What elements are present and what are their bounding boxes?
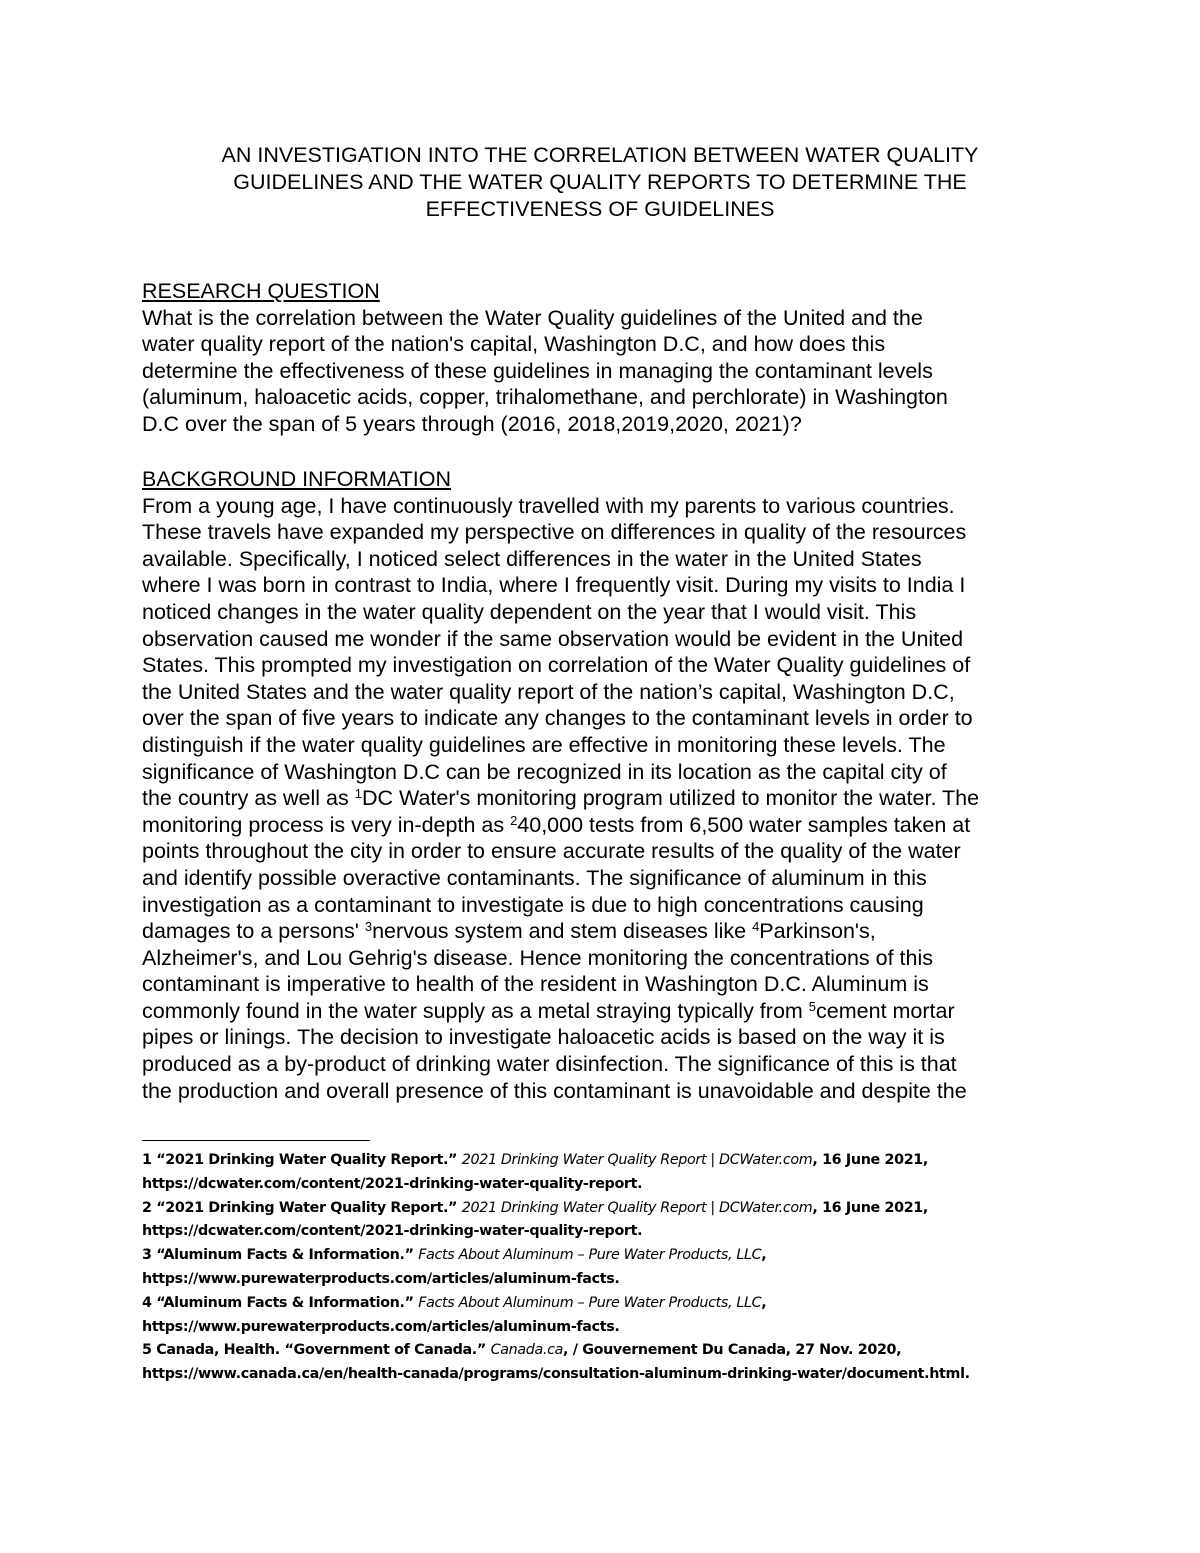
footnote-source: 2021 Drinking Water Quality Report | DCWater.com <box>461 1199 813 1216</box>
text-line: From a young age, I have continuously travelled with my parents to various countries. <box>142 493 955 518</box>
text-line: significance of Washington D.C can be recognized in its location as the capital city of <box>142 759 947 784</box>
text-line: where I was born in contrast to India, where I frequently visit. During my visits to India I <box>142 573 966 598</box>
text-line: contaminant is imperative to health of the resident in Washington D.C. Aluminum is <box>142 972 929 997</box>
footnote-text: , 16 June 2021, <box>812 1199 928 1216</box>
text-line <box>142 812 1082 839</box>
text-line: What is the correlation between the Water Quality guidelines of the United and the <box>142 305 923 330</box>
text-segment: the country as well as <box>142 786 355 811</box>
background-section <box>142 466 1082 1104</box>
text-segment: monitoring process is very in-depth as <box>142 812 511 837</box>
text-segment: damages to a persons' <box>142 919 365 944</box>
footnote-1-url[interactable]: https://dcwater.com/content/2021-drinking-water-quality-report. <box>142 1175 643 1192</box>
footnote-3 <box>142 1244 1082 1268</box>
title-line: EFFECTIVENESS OF GUIDELINES <box>425 197 775 221</box>
research-question-section <box>142 278 1082 438</box>
footnote-text: 5 Canada, Health. “Government of Canada.” <box>142 1342 491 1359</box>
footnote-text: , <box>761 1294 767 1311</box>
background-heading: BACKGROUND INFORMATION <box>142 467 451 491</box>
text-line: water quality report of the nation's capital, Washington D.C, and how does this <box>142 332 886 357</box>
footnote-ref[interactable]: 4 <box>752 919 760 935</box>
footnote-3-url[interactable]: https://www.purewaterproducts.com/articles/aluminum-facts. <box>142 1270 620 1287</box>
footnotes <box>142 1149 1082 1387</box>
text-line: the United States and the water quality report of the nation’s capital, Washington D.C, <box>142 679 955 704</box>
text-line <box>142 998 1082 1025</box>
footnote-ref[interactable]: 1 <box>354 786 362 802</box>
title-line: GUIDELINES AND THE WATER QUALITY REPORTS TO DETERMINE THE <box>233 170 967 194</box>
title-line: AN INVESTIGATION INTO THE CORRELATION BETWEEN WATER QUALITY <box>221 143 979 167</box>
text-line: D.C over the span of 5 years through (2016, 2018,2019,2020, 2021)? <box>142 411 802 436</box>
footnote-2 <box>142 1197 1082 1221</box>
research-question-heading: RESEARCH QUESTION <box>142 279 380 303</box>
text-segment: 40,000 tests from 6,500 water samples taken at <box>517 812 971 837</box>
text-line: available. Specifically, I noticed select differences in the water in the United States <box>142 546 922 571</box>
research-question-text <box>142 305 1082 438</box>
footnote-5 <box>142 1339 1082 1363</box>
footnote-text: 4 “Aluminum Facts & Information.” <box>142 1294 419 1311</box>
footnote-ref[interactable]: 2 <box>510 812 518 828</box>
text-line <box>142 918 1082 945</box>
text-line: and identify possible overactive contaminants. The significance of aluminum in this <box>142 865 927 890</box>
text-line: determine the effectiveness of these guidelines in managing the contaminant levels <box>142 358 933 383</box>
footnote-source: Facts About Aluminum – Pure Water Products, LLC <box>418 1247 762 1264</box>
text-segment: cement mortar <box>816 998 955 1023</box>
footnote-text: , / Gouvernement Du Canada, 27 Nov. 2020, <box>563 1342 902 1359</box>
footnote-text: , 16 June 2021, <box>812 1152 928 1168</box>
text-segment: Parkinson's, <box>759 919 876 944</box>
footnote-5-url[interactable]: https://www.canada.ca/en/health-canada/programs/consultation-aluminum-drinking-water/document.html. <box>142 1366 970 1383</box>
footnote-ref[interactable]: 3 <box>364 919 373 935</box>
footnote-source: Canada.ca <box>490 1342 563 1359</box>
footnote-2-url[interactable]: https://dcwater.com/content/2021-drinking-water-quality-report. <box>142 1223 643 1240</box>
footnote-text: 1 “2021 Drinking Water Quality Report.” <box>142 1152 462 1168</box>
text-line: States. This prompted my investigation on correlation of the Water Quality guidelines of <box>142 653 971 678</box>
text-line <box>142 785 1082 812</box>
footnote-text: 3 “Aluminum Facts & Information.” <box>142 1247 419 1264</box>
footnote-1 <box>142 1149 1082 1173</box>
document-title <box>140 142 1060 223</box>
footnote-text: 2 “2021 Drinking Water Quality Report.” <box>142 1199 462 1216</box>
text-line: Alzheimer's, and Lou Gehrig's disease. Hence monitoring the concentrations of this <box>142 945 933 970</box>
text-line: observation caused me wonder if the same observation would be evident in the United <box>142 626 964 651</box>
footnote-4 <box>142 1292 1082 1316</box>
text-line: pipes or linings. The decision to investigate haloacetic acids is based on the way it is <box>142 1025 945 1050</box>
background-text <box>142 493 1082 1105</box>
footnote-source: 2021 Drinking Water Quality Report | DCWater.com <box>461 1152 813 1168</box>
text-line: investigation as a contaminant to investigate is due to high concentrations causing <box>142 892 924 917</box>
footnote-text: , <box>761 1247 767 1264</box>
text-line: the production and overall presence of this contaminant is unavoidable and despite the <box>142 1078 967 1103</box>
text-segment: commonly found in the water supply as a metal straying typically from <box>142 998 809 1023</box>
text-segment: nervous system and stem diseases like <box>372 919 753 944</box>
footnote-ref[interactable]: 5 <box>808 998 817 1014</box>
text-line: noticed changes in the water quality dependent on the year that I would visit. This <box>142 599 917 624</box>
text-line: (aluminum, haloacetic acids, copper, trihalomethane, and perchlorate) in Washington <box>142 385 948 410</box>
footnote-4-url[interactable]: https://www.purewaterproducts.com/articles/aluminum-facts. <box>142 1318 620 1335</box>
footnote-divider <box>142 1140 370 1141</box>
text-line: points throughout the city in order to ensure accurate results of the quality of the water <box>142 839 961 864</box>
text-line: These travels have expanded my perspective on differences in quality of the resources <box>142 520 967 545</box>
text-line: distinguish if the water quality guidelines are effective in monitoring these levels. The <box>142 732 946 757</box>
text-line: over the span of five years to indicate any changes to the contaminant levels in order to <box>142 706 973 731</box>
text-segment: DC Water's monitoring program utilized to monitor the water. The <box>361 786 980 811</box>
footnote-source: Facts About Aluminum – Pure Water Products, LLC <box>418 1294 762 1311</box>
text-line: produced as a by-product of drinking water disinfection. The significance of this is that <box>142 1052 957 1077</box>
